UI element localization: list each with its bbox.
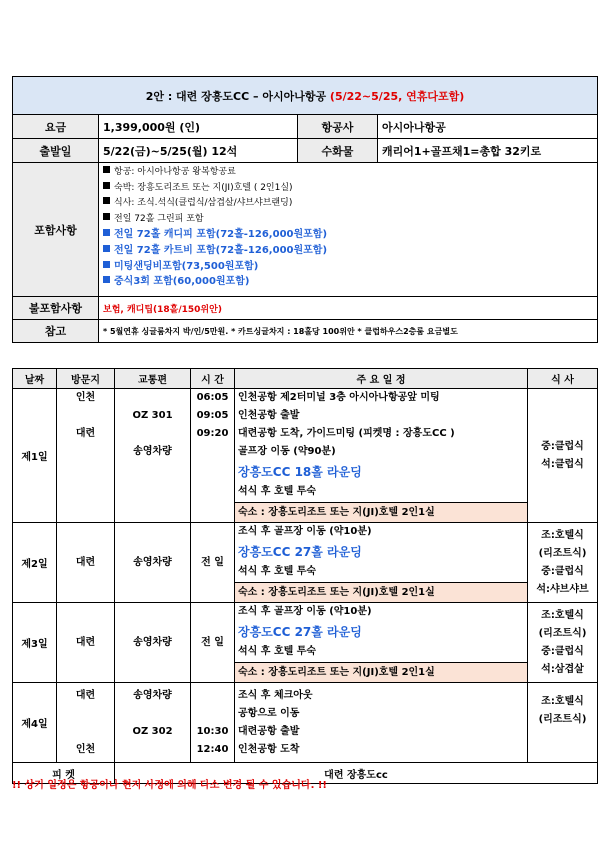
square-bullet-icon — [103, 166, 110, 173]
header-transport: 교통편 — [115, 369, 191, 389]
visit-place: 인천 — [75, 743, 96, 755]
meal-item: 중:클럽식 — [541, 565, 584, 577]
schedule-item: 인천공항 도착 — [238, 743, 300, 755]
meal-item: 조:호텔식 — [541, 609, 584, 621]
schedule-cell — [235, 523, 528, 603]
include-item-text: 식사: 조식.석식(클럽식/삼겹살/샤브샤브랜딩) — [114, 198, 293, 209]
square-bullet-icon — [103, 213, 110, 220]
disclaimer-text: !! 상기 일정은 항공이나 현지 사정에 의해 다소 변경 될 수 있습니다. !! — [12, 780, 327, 791]
spacer-line — [115, 741, 190, 759]
include-item — [99, 212, 597, 228]
schedule-cell — [235, 603, 528, 683]
day-label: 제3일 — [13, 603, 57, 683]
visit-cell — [57, 603, 115, 683]
includes-list — [99, 163, 598, 297]
transport-cell — [115, 683, 191, 763]
include-item-highlight — [99, 227, 597, 243]
excludes-value: 보험, 캐디팁(18홀/150위안) — [99, 297, 598, 320]
time-item: 전 일 — [201, 556, 224, 568]
time-cell — [191, 603, 235, 683]
baggage-value: 캐리어1+골프채1=총합 32키로 — [378, 139, 598, 163]
day-row — [13, 523, 598, 603]
transport-item: 송영차량 — [133, 446, 172, 457]
schedule-cell — [235, 683, 528, 763]
schedule-item: 대련공항 출발 — [238, 725, 300, 737]
spacer-line — [191, 687, 234, 705]
schedule-item: 대련공항 도착, 가이드미팅 (피켓명 : 장흥도CC ) — [238, 428, 455, 439]
time-item: 09:20 — [196, 428, 229, 439]
header-visit: 방문지 — [57, 369, 115, 389]
header-schedule: 주 요 일 정 — [235, 369, 528, 389]
time-item: 09:05 — [196, 410, 229, 421]
spacer-line — [115, 425, 190, 443]
schedule-item: 석식 후 호텔 투숙 — [238, 486, 317, 497]
square-bullet-icon — [103, 276, 110, 283]
baggage-label: 수화물 — [298, 139, 378, 163]
price-label: 요금 — [13, 115, 99, 139]
day-label: 제4일 — [13, 683, 57, 763]
include-item-text: 전일 72홀 그린피 포함 — [114, 213, 204, 224]
schedule-item: 인천공항 제2터미널 3층 아시아나항공앞 미팅 — [238, 392, 440, 403]
airline-label: 항공사 — [298, 115, 378, 139]
round-item: 장흥도CC 27홀 라운딩 — [238, 545, 362, 559]
square-bullet-icon — [103, 197, 110, 204]
transport-item: 송영차량 — [133, 689, 172, 701]
schedule-item: 조식 후 골프장 이동 (약10분) — [238, 606, 372, 617]
visit-cell — [57, 523, 115, 603]
transport-item: 송영차량 — [133, 556, 172, 568]
spacer-line — [57, 407, 114, 425]
visit-place: 인천 — [75, 392, 96, 403]
picket-label: 피 켓 — [13, 763, 115, 784]
include-item-text: 전일 72홀 카트비 포함(72홀-126,000원포함) — [114, 244, 328, 256]
spacer-line — [115, 705, 190, 723]
spacer-line — [57, 705, 114, 723]
spacer-line — [57, 723, 114, 741]
day-label: 제1일 — [13, 389, 57, 523]
visit-cell — [57, 389, 115, 523]
include-item-highlight — [99, 243, 597, 259]
schedule-item: 석식 후 호텔 투숙 — [238, 646, 317, 657]
meal-item: 석:클럽식 — [541, 458, 584, 470]
departure-label: 출발일 — [13, 139, 99, 163]
meal-item: (리조트식) — [538, 627, 587, 639]
schedule-item: 조식 후 체크아웃 — [238, 689, 313, 701]
square-bullet-icon — [103, 261, 110, 268]
price-value: 1,399,000원 (인) — [99, 115, 298, 139]
time-item: 06:05 — [196, 392, 229, 403]
hotel-item: 숙소 : 장흥도리조트 또는 지(JI)호텔 2인1실 — [235, 662, 527, 682]
schedule-item: 골프장 이동 (약90분) — [238, 446, 336, 457]
round-item: 장흥도CC 18홀 라운딩 — [238, 465, 362, 479]
header-meal: 식 사 — [528, 369, 598, 389]
time-cell — [191, 523, 235, 603]
schedule-cell — [235, 389, 528, 523]
title-main: 2안 : 대련 장흥도CC – 아시아나항공 — [145, 89, 327, 103]
time-item: 10:30 — [196, 725, 229, 737]
departure-value: 5/22(금)~5/25(월) 12석 — [99, 139, 298, 163]
page-title — [13, 77, 598, 115]
header-day: 날짜 — [13, 369, 57, 389]
time-cell — [191, 683, 235, 763]
schedule-item: 인천공항 출발 — [238, 410, 300, 421]
meal-cell — [528, 389, 598, 523]
include-item-text: 미팅샌딩비포함(73,500원포함) — [114, 260, 259, 272]
visit-place: 대련 — [75, 428, 96, 439]
tour-info-table — [12, 76, 598, 343]
round-item: 장흥도CC 27홀 라운딩 — [238, 625, 362, 639]
meal-item: (리조트식) — [538, 547, 587, 559]
itinerary-table — [12, 368, 598, 784]
visit-place: 대련 — [75, 556, 96, 568]
hotel-item: 숙소 : 장흥도리조트 또는 지(JI)호텔 2인1실 — [235, 502, 527, 522]
excludes-label: 불포함사항 — [13, 297, 99, 320]
visit-place: 대련 — [75, 689, 96, 701]
square-bullet-icon — [103, 182, 110, 189]
include-item-highlight — [99, 274, 597, 290]
spacer-line — [115, 389, 190, 407]
schedule-item: 석식 후 호텔 투숙 — [238, 566, 317, 577]
meal-cell — [528, 523, 598, 603]
transport-item: 송영차량 — [133, 636, 172, 648]
transport-cell — [115, 389, 191, 523]
schedule-item: 공항으로 이동 — [238, 707, 300, 719]
meal-item: 중:클럽식 — [541, 645, 584, 657]
day-label: 제2일 — [13, 523, 57, 603]
include-item-text: 중식3회 포함(60,000원포함) — [114, 276, 250, 288]
include-item-highlight — [99, 259, 597, 275]
visit-place: 대련 — [75, 636, 96, 648]
transport-item: OZ 302 — [132, 725, 173, 737]
include-item-text: 항공: 아시아나항공 왕복항공료 — [114, 167, 236, 177]
include-item — [99, 196, 597, 212]
transport-cell — [115, 523, 191, 603]
day-row — [13, 603, 598, 683]
day-row — [13, 389, 598, 523]
meal-item: (리조트식) — [538, 714, 587, 725]
hotel-item: 숙소 : 장흥도리조트 또는 지(JI)호텔 2인1실 — [235, 582, 527, 602]
time-item: 12:40 — [196, 743, 229, 755]
includes-label: 포함사항 — [13, 163, 99, 297]
meal-item: 석:샤브샤브 — [536, 583, 589, 595]
visit-cell — [57, 683, 115, 763]
meal-cell — [528, 603, 598, 683]
note-value: * 5월연휴 싱글룸차지 박/인/5만원. * 카트싱글차지 : 18홀당 100위안 * 클럽하우스2층룸 요금별도 — [99, 320, 598, 343]
time-cell — [191, 389, 235, 523]
note-label: 참고 — [13, 320, 99, 343]
picket-value: 대련 장흥도cc — [115, 763, 598, 784]
meal-item: 석:삼겹살 — [541, 663, 584, 675]
include-item — [99, 165, 597, 181]
meal-item: 중:클럽식 — [541, 440, 584, 452]
title-dates: (5/22~5/25, 연휴다포함) — [329, 89, 465, 103]
meal-item: 조:호텔식 — [541, 696, 584, 707]
header-time: 시 간 — [191, 369, 235, 389]
meal-item: 조:호텔식 — [541, 529, 584, 541]
square-bullet-icon — [103, 245, 110, 252]
square-bullet-icon — [103, 229, 110, 236]
include-item-text: 전일 72홀 캐디피 포함(72홀-126,000원포함) — [114, 229, 328, 241]
include-item — [99, 181, 597, 197]
airline-value: 아시아나항공 — [378, 115, 598, 139]
include-item-text: 숙박: 장흥도리조트 또는 지(JI)호텔 ( 2인1실) — [114, 182, 293, 193]
day-row — [13, 683, 598, 763]
meal-cell — [528, 683, 598, 763]
schedule-item: 조식 후 골프장 이동 (약10분) — [238, 526, 372, 537]
spacer-line — [191, 705, 234, 723]
transport-item: OZ 301 — [132, 410, 173, 421]
time-item: 전 일 — [201, 636, 224, 648]
transport-cell — [115, 603, 191, 683]
